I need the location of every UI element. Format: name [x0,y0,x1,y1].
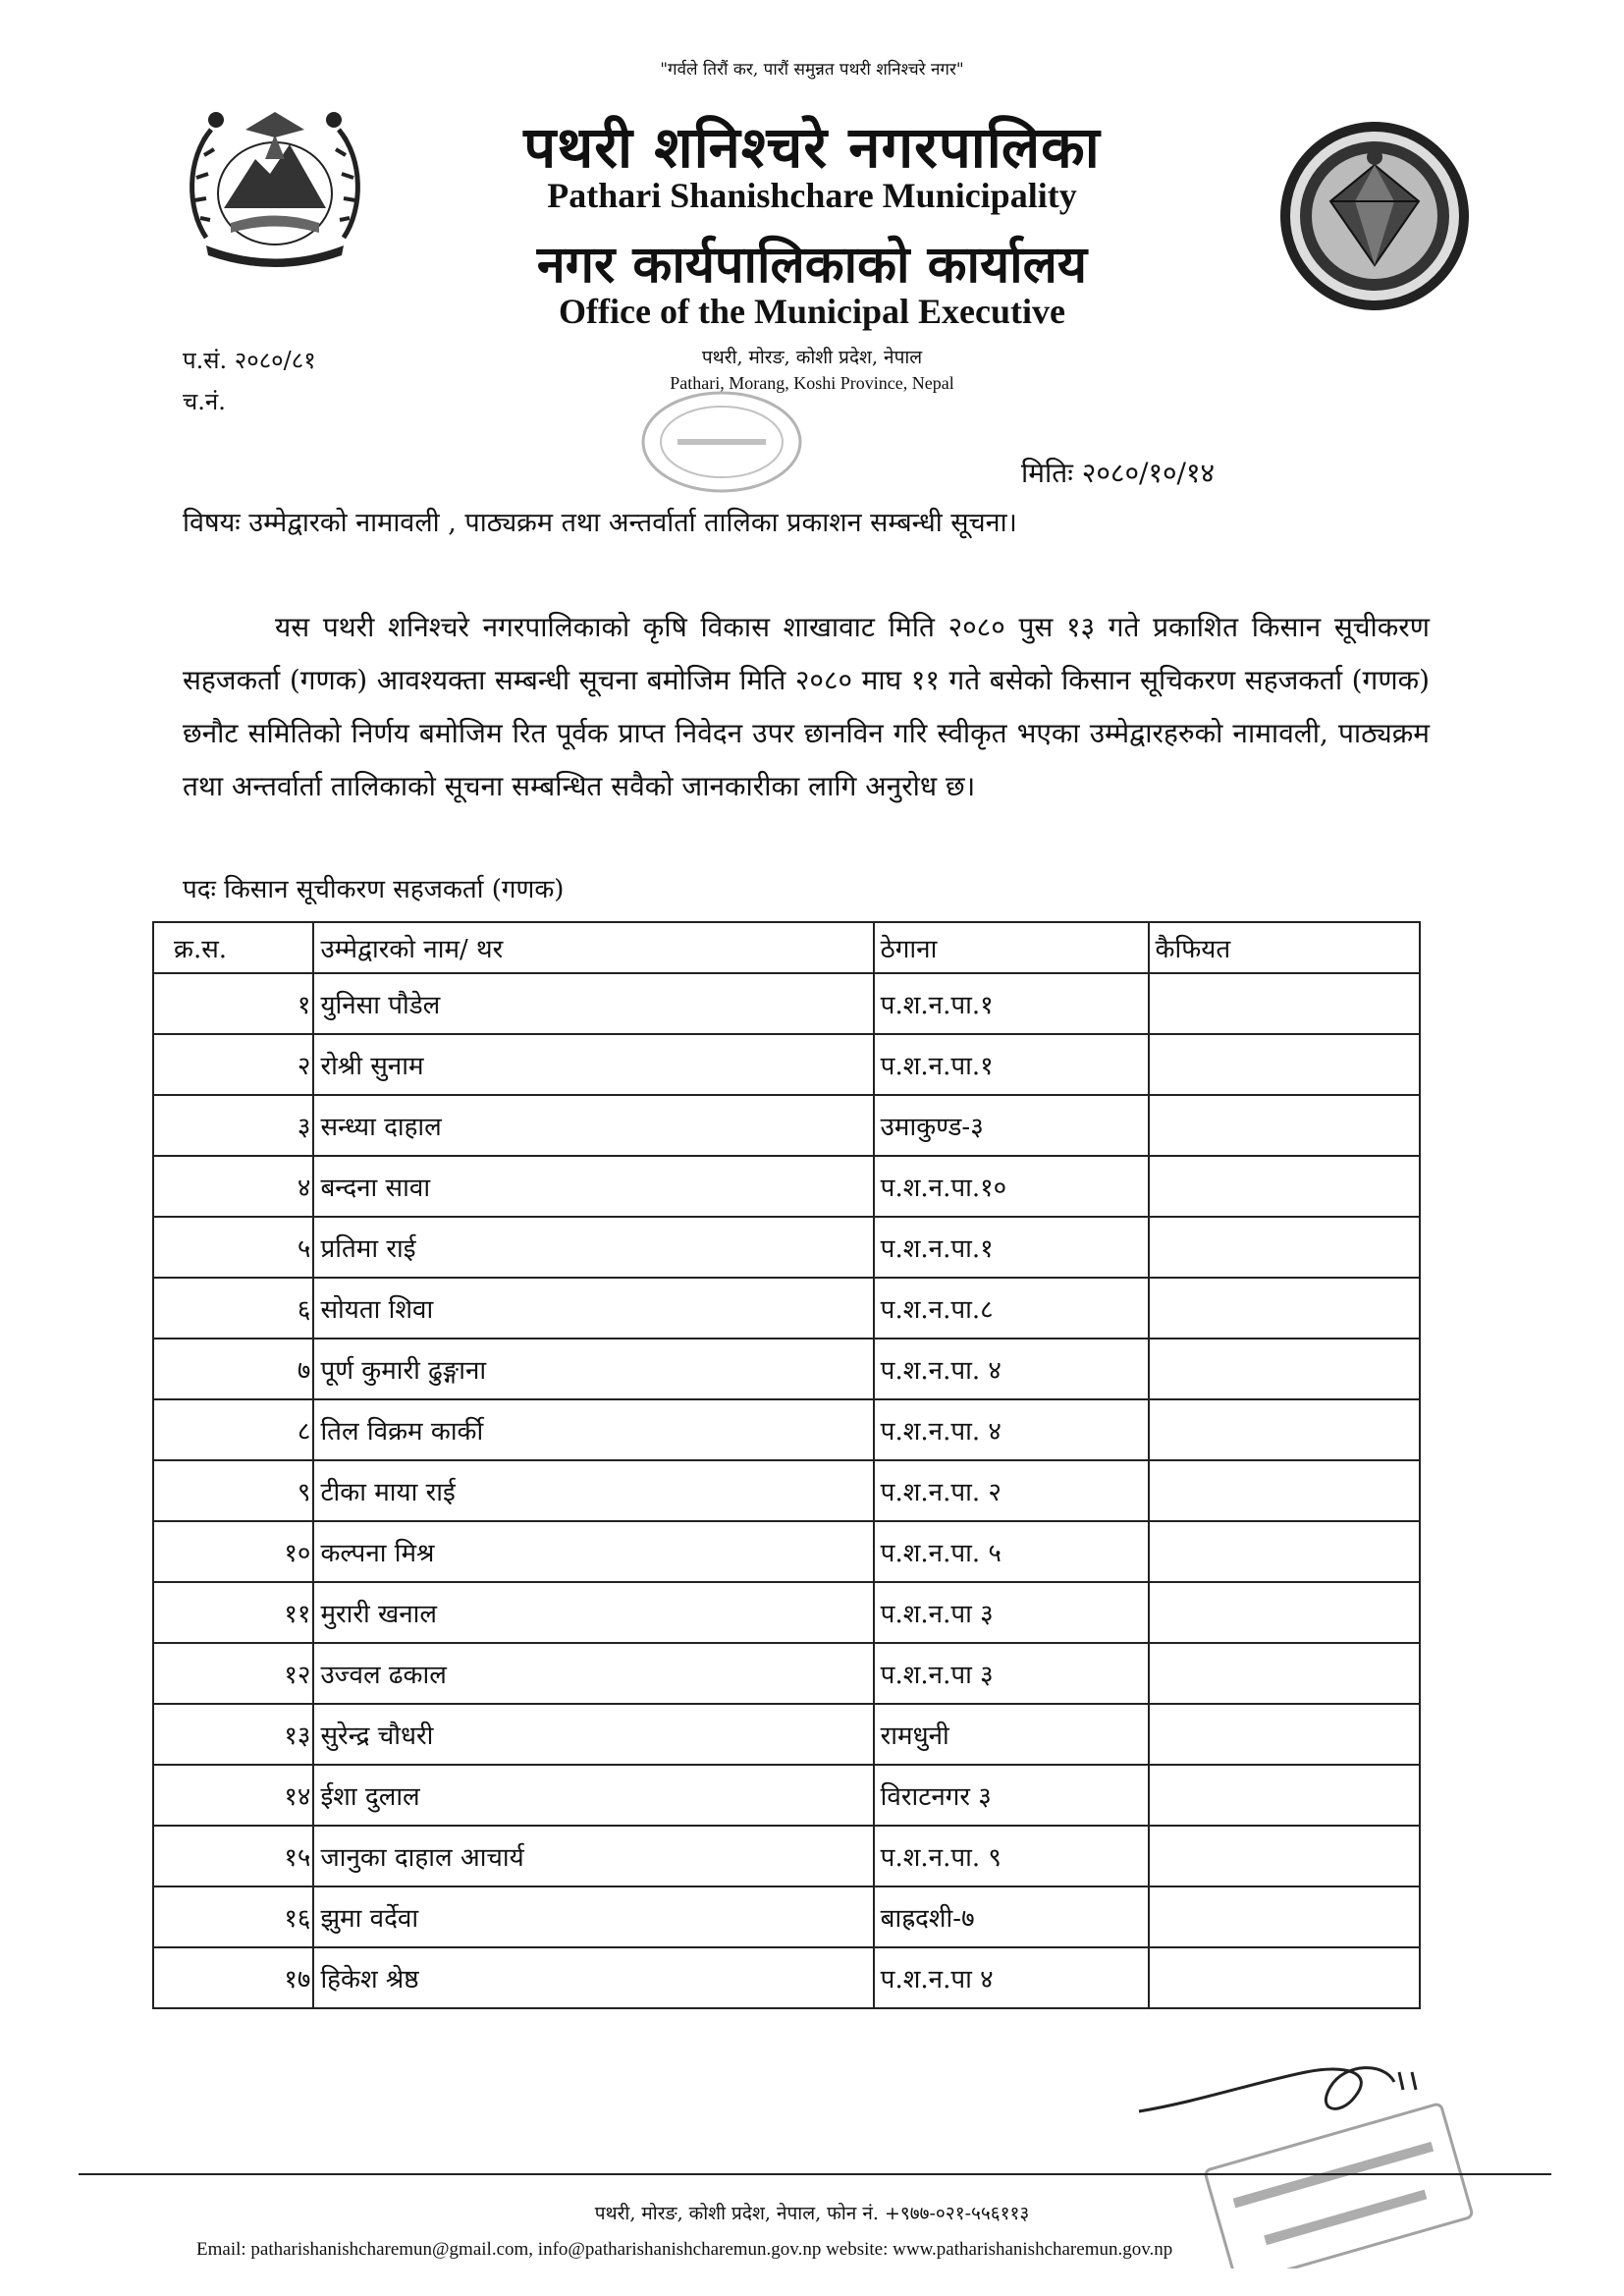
footer-address: पथरी, मोरङ, कोशी प्रदेश, नेपाल, फोन नं. +९७७-०२१-५५६११३ [594,2203,1030,2224]
cell-serial: १२ [153,1643,313,1704]
cell-remarks [1149,1826,1420,1886]
table-header-row [153,922,1420,973]
cell-address: प.श.न.पा. ४ [874,1339,1149,1399]
header-address: ठेगाना [874,922,1149,973]
cell-name: पूर्ण कुमारी ढुङ्गाना [313,1339,873,1399]
cell-address: प.श.न.पा ३ [874,1582,1149,1643]
office-stamp [638,388,805,496]
signature-stamp [1110,2043,1483,2269]
cell-serial: ८ [153,1399,313,1460]
table-row [153,1582,1420,1643]
cell-name: कल्पना मिश्र [313,1521,873,1582]
footer-contact: Email: patharishanishcharemun@gmail.com, info@patharishanishcharemun.gov.np website: www.patharishanishcharemun.gov.np [196,2239,1173,2260]
municipality-name-en: Pathari Shanishchare Municipality [547,176,1077,215]
cell-name: प्रतिमा राई [313,1217,873,1278]
cell-remarks [1149,1399,1420,1460]
cell-address: रामधुनी [874,1704,1149,1765]
cell-remarks [1149,1034,1420,1095]
cell-remarks [1149,1765,1420,1826]
cell-remarks [1149,1278,1420,1339]
cell-address: प.श.न.पा ४ [874,1947,1149,2008]
table-row [153,1278,1420,1339]
cell-remarks [1149,1947,1420,2008]
cell-name: सुरेन्द्र चौधरी [313,1704,873,1765]
cell-name: उज्वल ढकाल [313,1643,873,1704]
footer-divider [79,2173,1551,2175]
cell-address: प.श.न.पा.८ [874,1278,1149,1339]
cell-remarks [1149,1217,1420,1278]
cell-serial: ५ [153,1217,313,1278]
cell-serial: १७ [153,1947,313,2008]
cell-serial: ९ [153,1460,313,1521]
cell-serial: १ [153,973,313,1034]
cell-address: प.श.न.पा.१ [874,1217,1149,1278]
table-row [153,1034,1420,1095]
cell-name: झुमा वर्देवा [313,1886,873,1947]
cell-remarks [1149,973,1420,1034]
table-row [153,1947,1420,2008]
cell-address: प.श.न.पा.१ [874,1034,1149,1095]
cell-name: सोयता शिवा [313,1278,873,1339]
cell-serial: ११ [153,1582,313,1643]
header-name: उम्मेद्वारको नाम/ थर [313,922,873,973]
cell-name: युनिसा पौडेल [313,973,873,1034]
cell-address: विराटनगर ३ [874,1765,1149,1826]
cell-serial: ४ [153,1156,313,1217]
cell-address: प.श.न.पा. ९ [874,1826,1149,1886]
cell-name: ईशा दुलाल [313,1765,873,1826]
cell-name: टीका माया राई [313,1460,873,1521]
cell-name: हिकेश श्रेष्ठ [313,1947,873,2008]
reference-number: प.सं. २०८०/८१ [183,347,316,374]
cell-serial: ७ [153,1339,313,1399]
table-row [153,1339,1420,1399]
dispatch-number: च.नं. [183,388,226,415]
cell-address: बाह्रदशी-७ [874,1886,1149,1947]
cell-serial: ६ [153,1278,313,1339]
cell-name: जानुका दाहाल आचार्य [313,1826,873,1886]
table-row [153,1156,1420,1217]
cell-address: प.श.न.पा ३ [874,1643,1149,1704]
cell-name: रोश्री सुनाम [313,1034,873,1095]
letter-subject: विषयः उम्मेद्वारको नामावली , पाठ्यक्रम तथा अन्तर्वार्ता तालिका प्रकाशन सम्बन्धी सूचना। [183,508,1017,538]
cell-remarks [1149,1582,1420,1643]
cell-address: प.श.न.पा. ४ [874,1399,1149,1460]
cell-serial: १४ [153,1765,313,1826]
post-title: पदः किसान सूचीकरण सहजकर्ता (गणक) [183,875,565,904]
table-row [153,1704,1420,1765]
cell-name: सन्ध्या दाहाल [313,1095,873,1156]
table-row [153,1217,1420,1278]
address-en: Pathari, Morang, Koshi Province, Nepal [670,373,954,393]
cell-serial: १३ [153,1704,313,1765]
header-serial: क्र.स. [153,922,313,973]
cell-remarks [1149,1095,1420,1156]
table-row [153,1095,1420,1156]
cell-remarks [1149,1643,1420,1704]
cell-remarks [1149,1886,1420,1947]
table-row [153,1886,1420,1947]
cell-name: बन्दना सावा [313,1156,873,1217]
cell-address: प.श.न.पा.१० [874,1156,1149,1217]
cell-remarks [1149,1156,1420,1217]
municipality-name-np: पथरी शनिश्चरे नगरपालिका [523,114,1101,181]
office-name-np: नगर कार्यपालिकाको कार्यालय [536,235,1088,295]
table-row [153,1460,1420,1521]
table-row [153,1521,1420,1582]
cell-name: तिल विक्रम कार्की [313,1399,873,1460]
cell-remarks [1149,1704,1420,1765]
table-row [153,973,1420,1034]
cell-serial: १६ [153,1886,313,1947]
table-row [153,1643,1420,1704]
cell-serial: ३ [153,1095,313,1156]
motto: "गर्वले तिरौं कर, पारौं समुन्नत पथरी शनिश्चरे नगर" [660,60,964,80]
header-remarks: कैफियत [1149,922,1420,973]
cell-address: प.श.न.पा.१ [874,973,1149,1034]
cell-remarks [1149,1339,1420,1399]
letter-date: मितिः २०८०/१०/१४ [1021,457,1216,489]
cell-name: मुरारी खनाल [313,1582,873,1643]
cell-address: प.श.न.पा. ५ [874,1521,1149,1582]
candidate-table [152,921,1421,2009]
table-row [153,1826,1420,1886]
letter-body: यस पथरी शनिश्चरे नगरपालिकाको कृषि विकास शाखावाट मिति २०८० पुस १३ गते प्रकाशित किसान सूचीकरण सहजकर्ता (गणक) आवश्यक्ता सम्बन्धी सूचना बमोजिम मिति २०८० माघ ११ गते बसेको किसान सूचिकरण सहजकर्ता (गणक) छनौट समितिको निर्णय बमोजिम रित पूर्वक प्राप्त निवेदन उपर छानविन गरि स्वीकृत भएका उम्मेद्वारहरुको नामावली, पाठ्यक्रम तथा अन्तर्वार्ता तालिकाको सूचना सम्बन्धित सवैको जानकारीका लागि अनुरोध छ। [183,611,1430,802]
cell-serial: २ [153,1034,313,1095]
table-row [153,1399,1420,1460]
cell-serial: १५ [153,1826,313,1886]
cell-serial: १० [153,1521,313,1582]
cell-address: प.श.न.पा. २ [874,1460,1149,1521]
table-row [153,1765,1420,1826]
office-name-en: Office of the Municipal Executive [559,292,1065,331]
cell-remarks [1149,1460,1420,1521]
address-np: पथरी, मोरङ, कोशी प्रदेश, नेपाल [701,347,923,368]
cell-address: उमाकुण्ड-३ [874,1095,1149,1156]
cell-remarks [1149,1521,1420,1582]
